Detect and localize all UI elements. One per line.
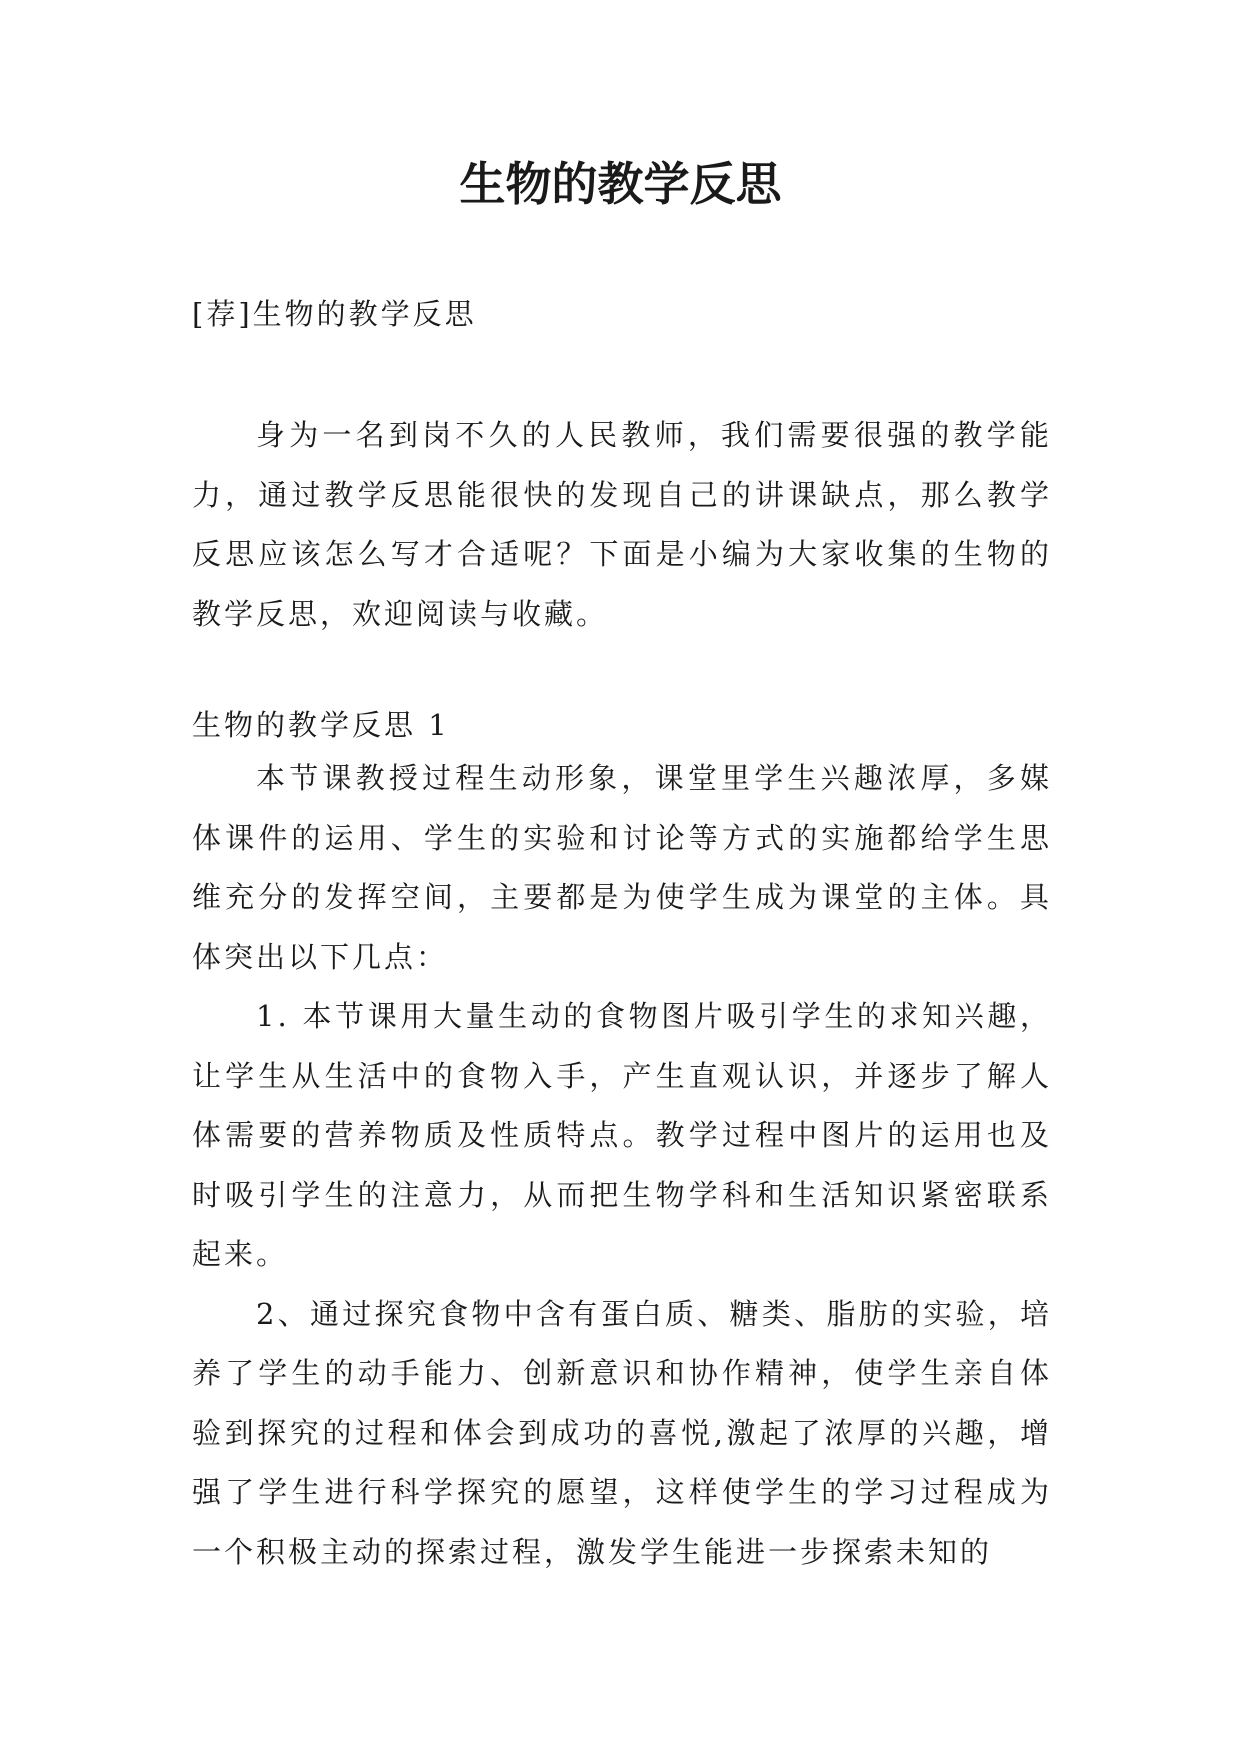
section-body <box>192 749 1052 1582</box>
intro-paragraph: 身为一名到岗不久的人民教师，我们需要很强的教学能力，通过教学反思能很快的发现自己的讲课缺点，那么教学反思应该怎么写才合适呢？下面是小编为大家收集的生物的教学反思，欢迎阅读与收藏。 <box>192 418 1052 631</box>
document-subtitle: [荐]生物的教学反思 <box>192 297 477 331</box>
page-title: 生物的教学反思 <box>459 157 782 211</box>
body-paragraph-3: 2、通过探究食物中含有蛋白质、糖类、脂肪的实验，培养了学生的动手能力、创新意识和协作精神，使学生亲自体验到探究的过程和体会到成功的喜悦,激起了浓厚的兴趣，增强了学生进行科学探究的愿望，这样使学生的学习过程成为一个积极主动的探索过程，激发学生能进一步探索未知的 <box>192 1296 1052 1569</box>
section-heading: 生物的教学反思 1 <box>192 708 450 742</box>
body-paragraph-2: 1. 本节课用大量生动的食物图片吸引学生的求知兴趣，让学生从生活中的食物入手，产生直观认识，并逐步了解人体需要的营养物质及性质特点。教学过程中图片的运用也及时吸引学生的注意力，从而把生物学科和生活知识紧密联系起来。 <box>192 999 1052 1271</box>
intro-block <box>192 406 1052 644</box>
body-paragraph-1: 本节课教授过程生动形象，课堂里学生兴趣浓厚，多媒体课件的运用、学生的实验和讨论等方式的实施都给学生思维充分的发挥空间，主要都是为使学生成为课堂的主体。具体突出以下几点： <box>192 761 1052 974</box>
